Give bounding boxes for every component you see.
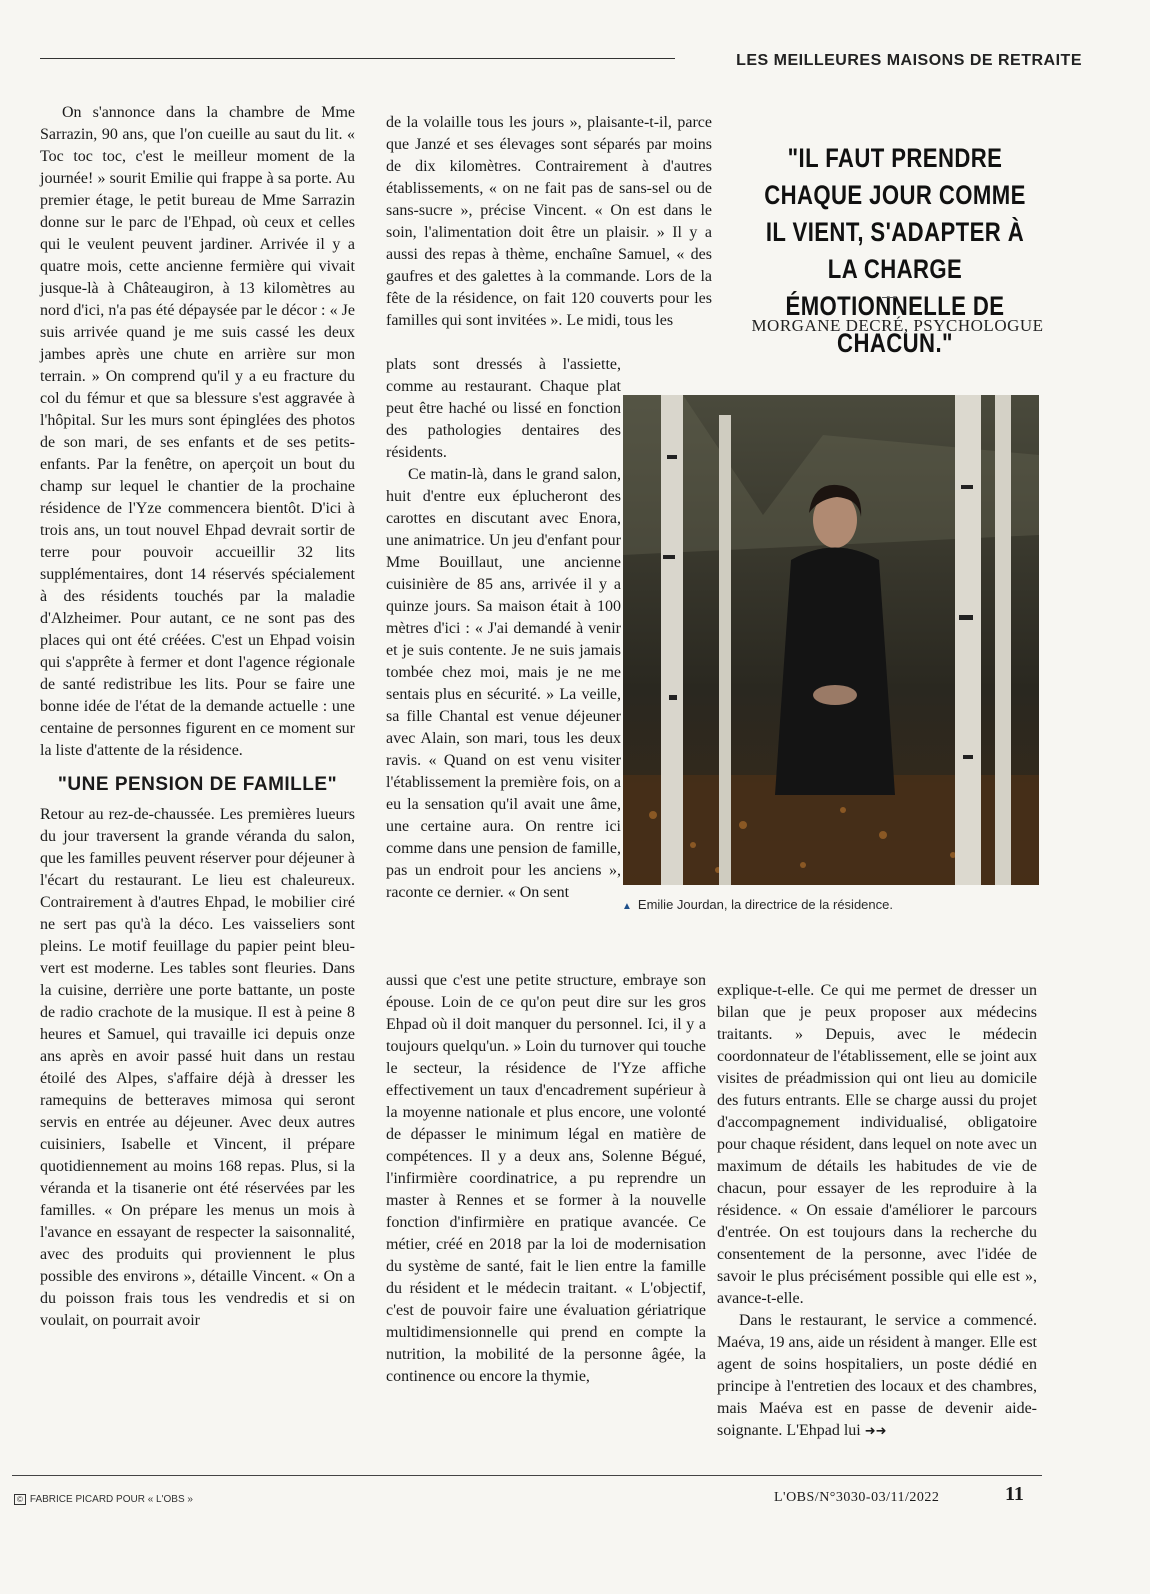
continue-arrow-icon: ➜➜ (864, 1424, 887, 1439)
paragraph: explique-t-elle. Ce qui me permet de dresser un bilan que je peux proposer aux médecins traitants. » Depuis, avec le médecin coordonnateur de l'établissement, elle se joint aux visites de préadmission qui ont lieu au domicile des futurs entrants. Elle se charge aussi du projet d'accompagnement individualisé, obligatoire pour chaque résident, dans lequel on note avec un maximum de détails les habitudes de vie de chacun, pour essayer de les reproduire à la résidence. « On essaie d'améliorer le parcours d'entrée. On est toujours dans la recherche du consentement de la personne, avec l'idée de savoir le plus précisément possible qui elle est », avance-t-elle. (717, 982, 1037, 1307)
copyright-icon: © (14, 1494, 26, 1505)
page-number: 11 (1005, 1483, 1024, 1505)
subheading: "UNE PENSION DE FAMILLE" (57, 774, 338, 795)
bottom-rule (12, 1475, 1042, 1476)
paragraph (717, 1310, 1037, 1443)
paragraph: Retour au rez-de-chaussée. Les premières lueurs du jour traversent la grande véranda du salon, que les familles peuvent réserver pour déjeuner à l'écart du restaurant. Le lieu est chaleureux. Contrairement à d'autres Ehpad, le mobilier ciré ne sert pas qu'à la déco. Les vaisseliers sont pleins. Le motif feuillage du papier peint bleu-vert est moderne. Les tables sont fleuries. Dans la cuisine, derrière une porte battante, un poste de radio crachote de la musique. Il est à peine 8 heures et Samuel, qui travaille ici depuis onze ans après en avoir passé huit dans un restau étoilé des Alpes, s'affaire déjà à dresser les ramequins de betteraves mimosa qui seront servis en entrée au déjeuner. Avec deux autres cuisiniers, Isabelle et Vincent, il prépare quotidiennement au moins 168 repas. Plus, si la véranda et la tisanerie ont été réservées par les familles. « On prépare les menus un mois à l'avance en essayant de respecter la saisonnalité, avec des produits qui proviennent le plus possible des environs », détaille Vincent. « On a du poisson frais tous les vendredis et si on voulait, on pourrait avoir (40, 806, 355, 1329)
photo-credit (14, 1494, 193, 1505)
column-2-top (386, 112, 712, 332)
portrait-photo (623, 395, 1039, 885)
column-2-beside-photo (386, 354, 621, 904)
section-header: LES MEILLEURES MAISONS DE RETRAITE (736, 52, 1082, 69)
paragraph: Ce matin-là, dans le grand salon, huit d'entre eux éplucheront des carottes en discutant avec Enora, une animatrice. Un jeu d'enfant pour Mme Bouillaut, une ancienne cuisinière de 85 ans, arrivée il y a quinze jours. Sa maison était à 100 mètres d'ici : « J'ai demandé à venir et je suis contente. Je ne suis jamais tombée chez moi, mais je ne me sentais plus en sécurité. » La veille, sa fille Chantal est venue déjeuner avec Alain, son mari, tous les deux ravis. « Quand on est venu visiter l'établissement la première fois, on a eu la sensation qu'il avait une âme, une certaine aura. On rentre ici comme dans une pension de famille, pas un endroit pour les anciens », raconte ce dernier. « On sent (386, 466, 621, 901)
paragraph: de la volaille tous les jours », plaisante-t-il, parce que Janzé et ses élevages sont séparés par moins de dix kilomètres. Contrairement à d'autres établissements, « on ne fait pas de sans-sel ou de sans-sucre », précise Vincent. « On est dans le soin, l'alimentation doit être un plaisir. » Il y a aussi des repas à thème, enchaîne Samuel, « des gaufres et des galettes à la commande. Lors de la fête de la résidence, on fait 120 couverts pour les familles qui sont invitées ». Le midi, tous les (386, 114, 712, 329)
photo-illustration (623, 395, 1039, 885)
column-1 (40, 102, 355, 1332)
top-rule (40, 58, 675, 59)
paragraph: aussi que c'est une petite structure, embraye son épouse. Loin de ce qu'on peut dire sur les gros Ehpad où il doit manquer du personnel. Ici, il y a toujours quelqu'un. » Loin du turnover qui touche le secteur, la résidence de l'Yze affiche effectivement un taux d'encadrement supérieur à la moyenne nationale et plus encore, une volonté de dépasser le minimum légal en matière de compétences. Il y a deux ans, Solenne Bégué, l'infirmière coordinatrice, a pu reprendre un master à Rennes et se former à la nouvelle fonction d'infirmière en pratique avancée. Ce métier, créé en 2018 par la loi de modernisation du système de santé, fait le lien entre la famille du résident et le médecin traitant. « L'objectif, c'est de pouvoir faire une évaluation gériatrique multidimensionnelle qui prend en compte la nutrition, la mobilité de la personne âgée, la continence ou encore la thymie, (386, 972, 706, 1385)
caption-text: Emilie Jourdan, la directrice de la résidence. (637, 897, 893, 912)
paragraph-text: Dans le restaurant, le service a commencé. Maéva, 19 ans, aide un résident à manger. Elle est agent de soins hospitaliers, un poste dédié en principe à l'entretien des locaux et des chambres, mais Maéva est en passe de devenir aide-soignante. L'Ehpad lui (717, 1312, 1037, 1439)
column-3-bottom (717, 980, 1037, 1443)
paragraph: plats sont dressés à l'assiette, comme au restaurant. Chaque plat peut être haché ou lissé en fonction des pathologies dentaires des résidents. (386, 356, 621, 461)
credit-text: FABRICE PICARD POUR « L'OBS » (29, 1494, 193, 1505)
issue-info: L'OBS/N°3030-03/11/2022 (774, 1490, 940, 1505)
triangle-icon: ▲ (622, 901, 632, 912)
pull-quote-dash (882, 297, 896, 298)
photo-caption (622, 897, 893, 912)
pull-quote: "IL FAUT PRENDRE CHAQUE JOUR COMME IL VIENT, S'ADAPTER À LA CHARGE ÉMOTIONNELLE DE CHACUN." (764, 143, 1026, 358)
column-2-bottom (386, 970, 706, 1388)
pull-quote-byline: MORGANE DECRÉ, PSYCHOLOGUE (751, 316, 1044, 335)
paragraph: On s'annonce dans la chambre de Mme Sarrazin, 90 ans, que l'on cueille au saut du lit. « Toc toc toc, c'est le meilleur moment de la journée! » sourit Emilie qui frappe à sa porte. Au premier étage, le petit bureau de Mme Sarrazin donne sur le parc de l'Ehpad, où ceux et celles qui le veulent peuvent jardiner. Arrivée il y a quatre mois, cette ancienne fermière qui vivait jusque-là à Châteaugiron, à 13 kilomètres au nord d'ici, n'a pas été dépaysée par le décor : « Je suis arrivée quand je me suis cassé les deux jambes après une chute en arrière sur mon terrain. » On comprend qu'il y a eu fracture du col du fémur et que sa blessure s'est aggravée à l'hôpital. Sur les murs sont épinglées des photos de son mari, de ses enfants et de ses petits-enfants. Par la fenêtre, on aperçoit un bout du champ sur lequel le chantier de la prochaine résidence de l'Yze commencera bientôt. D'ici à trois ans, un tout nouvel Ehpad devrait sortir de terre pour pouvoir accueillir 32 lits supplémentaires, dont 14 réservés spécialement à des résidents touchés par la maladie d'Alzheimer. Pour autant, ce ne sont pas des places qui ont été créées. C'est un Ehpad voisin qui s'apprête à fermer et dont l'agence régionale de santé redistribue les lits. Pour se faire une bonne idée de l'état de la demande actuelle : une centaine de personnes figurent en ce moment sur la liste d'attente de la résidence. (40, 104, 355, 759)
